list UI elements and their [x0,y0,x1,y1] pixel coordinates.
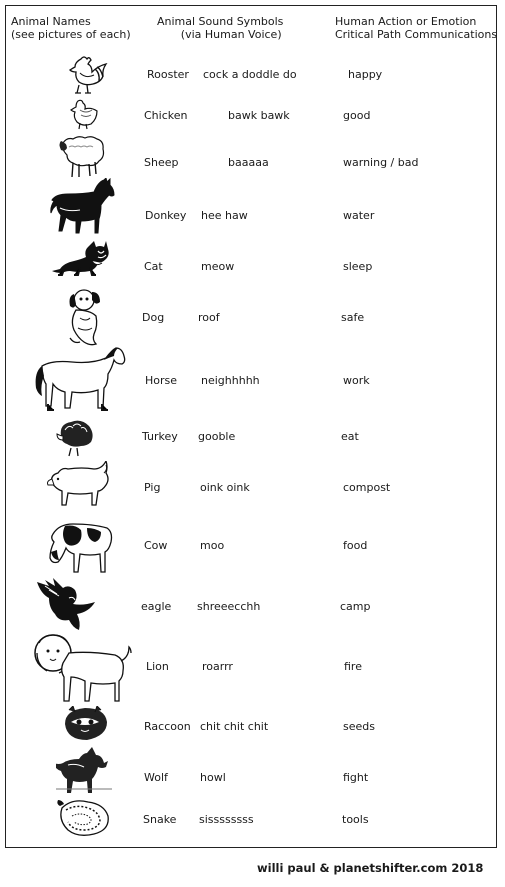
animal-sound: chit chit chit [200,720,269,733]
header-action-subtitle: Critical Path Communications [335,28,498,41]
header-animal-sounds [157,15,283,41]
header-names-subtitle: (see pictures of each) [11,28,131,41]
animal-name: Wolf [144,771,168,784]
animal-name: Cat [144,260,163,273]
header-human-action [335,15,497,41]
animal-sound: cock a doddle do [203,68,297,81]
human-action: eat [341,430,359,443]
human-action: compost [343,481,391,494]
animal-name: Chicken [144,109,188,122]
horse-icon [32,346,127,414]
animal-name: Rooster [147,68,189,81]
donkey-icon [46,178,118,234]
header-animal-names [11,15,131,41]
animal-sound: shreeecchh [197,600,261,613]
sheep-icon [57,133,107,181]
eagle-icon [35,576,107,632]
animal-name: Donkey [145,209,187,222]
human-action: tools [342,813,369,826]
human-action: fire [344,660,362,673]
human-action: seeds [343,720,375,733]
human-action: food [343,539,368,552]
animal-sound: oink oink [200,481,250,494]
header-names-title: Animal Names [11,15,91,28]
animal-sound: hee haw [201,209,248,222]
chicken-icon [66,98,100,132]
animal-sound: bawk bawk [228,109,290,122]
animal-sound: neighhhhh [201,374,260,387]
header-sounds-title: Animal Sound Symbols [157,15,284,28]
turkey-icon [55,418,95,458]
human-action: safe [341,311,365,324]
dog-icon [62,288,108,350]
animal-name: Raccoon [144,720,191,733]
snake-icon [56,796,114,838]
human-action: warning / bad [343,156,419,169]
animal-name: Lion [146,660,169,673]
chart-frame [5,5,497,848]
animal-sound: baaaaa [228,156,269,169]
animal-sound: roof [198,311,220,324]
animal-sound: gooble [198,430,236,443]
animal-name: Turkey [142,430,178,443]
wolf-icon [56,745,112,795]
animal-name: Pig [144,481,161,494]
animal-name: Dog [142,311,165,324]
header-sounds-subtitle: (via Human Voice) [180,28,282,41]
rooster-icon [61,55,111,97]
credit-footer: willi paul & planetshifter.com 2018 [257,861,484,875]
human-action: fight [343,771,369,784]
animal-sound: sissssssss [199,813,254,826]
animal-sound: meow [201,260,235,273]
animal-name: Horse [145,374,178,387]
human-action: water [343,209,375,222]
animal-sound: roarrr [202,660,233,673]
human-action: good [343,109,371,122]
animal-name: Snake [143,813,177,826]
header-action-title: Human Action or Emotion [335,15,477,28]
human-action: work [343,374,370,387]
animal-sound: howl [200,771,226,784]
animal-name: eagle [141,600,172,613]
animal-name: Sheep [144,156,179,169]
pig-icon [44,461,112,511]
animal-name: Cow [144,539,168,552]
lion-icon [33,631,133,703]
human-action: camp [340,600,371,613]
raccoon-icon [61,706,109,744]
cat-icon [50,237,112,279]
human-action: sleep [343,260,373,273]
human-action: happy [348,68,383,81]
animal-sound: moo [200,539,225,552]
cow-icon [43,514,115,578]
